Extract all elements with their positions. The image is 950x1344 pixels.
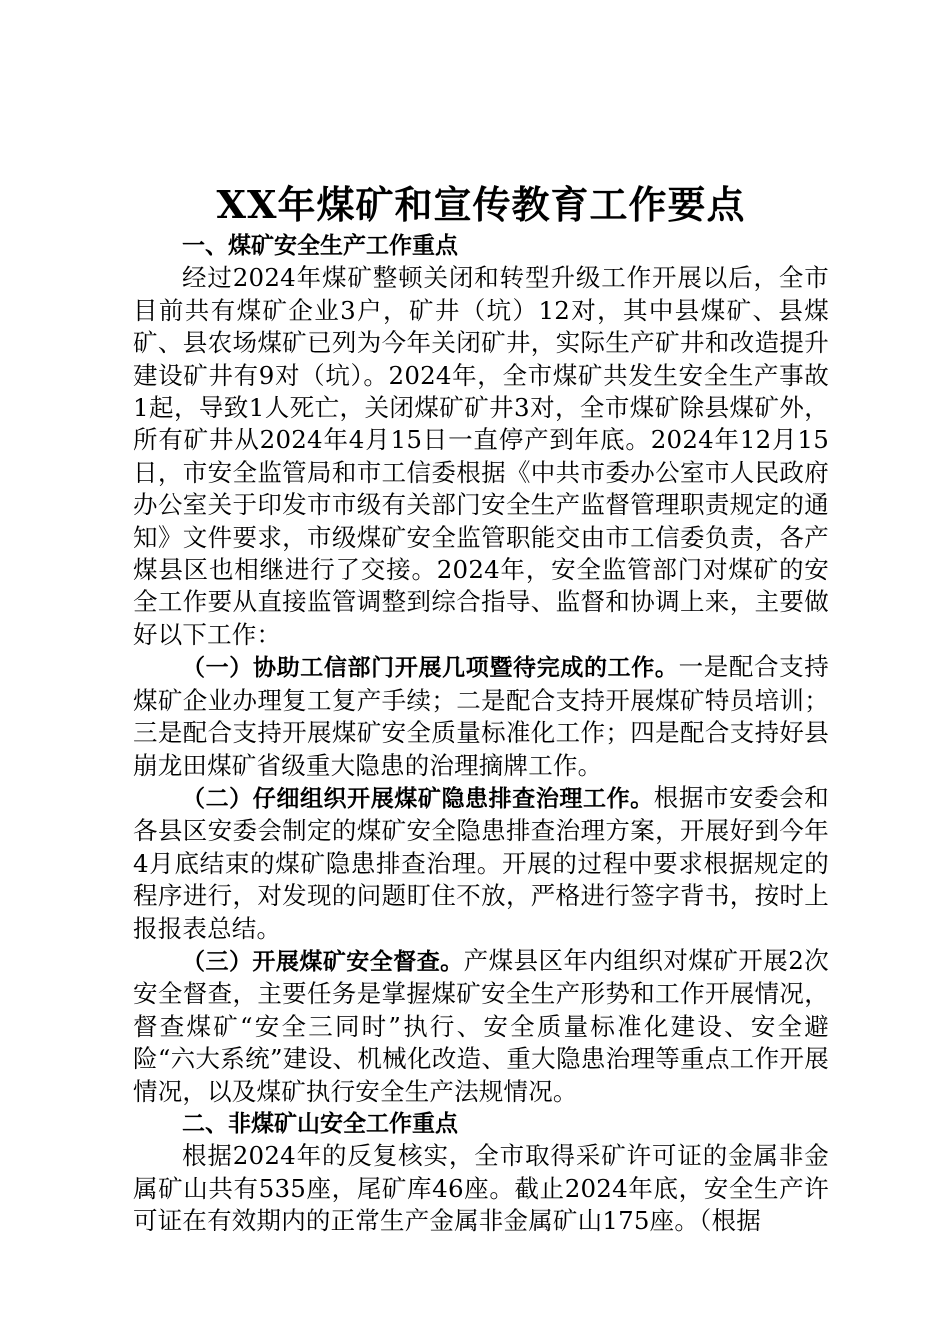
document-title: XX年煤矿和宣传教育工作要点	[216, 182, 746, 227]
section-1-heading: 一、煤矿安全生产工作重点	[182, 233, 458, 259]
item-3-text: 产煤县区年内组织对煤矿开展2次安全督查，主要任务是掌握煤矿安全生产形势和工作开展情况，督查煤矿“安全三同时”执行、安全质量标准化建设、安全避险“六大系统”建设、机械化改造、重大隐患治理等重点工作开展情况，以及煤矿执行安全生产法规情况。	[133, 945, 829, 1106]
item-3-lead: （三）开展煤矿安全督查。	[182, 948, 464, 975]
section-2-heading: 二、非煤矿山安全工作重点	[182, 1110, 458, 1137]
item-1-text: 一是配合支持煤矿企业办理复工复产手续；二是配合支持开展煤矿特员培训；三是配合支持开展煤矿安全质量标准化工作；四是配合支持好县崩龙田煤矿省级重大隐患的治理摘牌工作。	[133, 652, 830, 780]
section-1-intro: 经过2024年煤矿整顿关闭和转型升级工作开展以后，全市目前共有煤矿企业3户，矿井（坑）12对，其中县煤矿、县煤矿、县农场煤矿已列为今年关闭矿井，实际生产矿井和改造提升建设矿井有9对（坑）。2024年，全市煤矿共发生安全生产事故1起，导致1人死亡，关闭煤矿矿井3对，全市煤矿除县煤矿外，所有矿井从2024年4月15日一直停产到年底。2024年12月15日，市安全监管局和市工信委根据《中共市委办公室市人民政府办公室关于印发市市级有关部门安全生产监督管理职责规定的通知》文件要求，市级煤矿安全监管职能交由市工信委负责，各产煤县区也相继进行了交接。2024年，安全监管部门对煤矿的安全工作要从直接监管调整到综合指导、监督和协调上来，主要做好以下工作：	[133, 263, 829, 649]
item-1-lead: （一）协助工信部门开展几项暨待完成的工作。	[182, 655, 679, 682]
item-2-lead: （二）仔细组织开展煤矿隐患排查治理工作。	[182, 785, 654, 812]
item-2-text: 根据市安委会和各县区安委会制定的煤矿安全隐患排查治理方案，开展好到今年4月底结束的煤矿隐患排查治理。开展的过程中要求根据规定的程序进行，对发现的问题盯住不放，严格进行签字背书，按时上报报表总结。	[133, 782, 829, 943]
section-1-item-3	[133, 945, 829, 1108]
section-1-item-2	[133, 782, 829, 945]
document-page	[133, 180, 829, 1238]
section-2-intro: 根据2024年的反复核实，全市取得采矿许可证的金属非金属矿山共有535座，尾矿库46座。截止2024年底，安全生产许可证在有效期内的正常生产金属非金属矿山175座。（根据	[133, 1141, 829, 1236]
section-1-item-1	[133, 651, 829, 782]
